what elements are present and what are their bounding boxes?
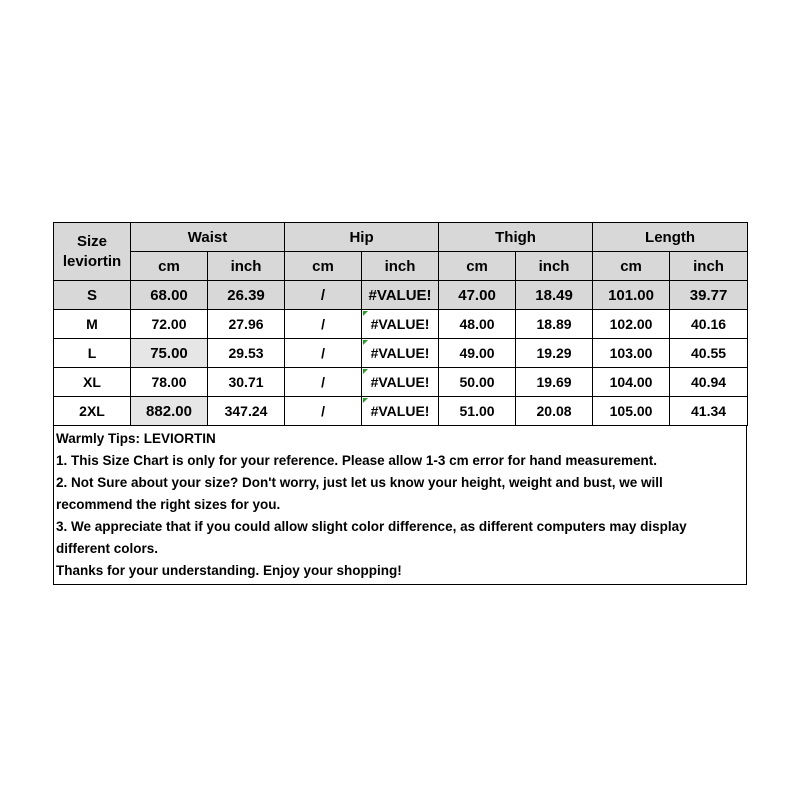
table-cell: 882.00 [131, 397, 208, 426]
table-cell: 75.00 [131, 339, 208, 368]
table-cell: #VALUE! [362, 310, 439, 339]
table-cell: / [285, 310, 362, 339]
tips-line-2b: recommend the right sizes for you. [56, 497, 281, 512]
size-header-brand: leviortin [62, 252, 122, 270]
table-row-xl [54, 368, 748, 397]
table-cell: 72.00 [131, 310, 208, 339]
tips-line-2a: 2. Not Sure about your size? Don't worry, just let us know your height, weight and bust, we will [56, 475, 663, 490]
tips-line-3a: 3. We appreciate that if you could allow slight color difference, as different computers may display [56, 519, 687, 534]
table-row-s [54, 281, 748, 310]
size-cell: S [54, 281, 131, 310]
unit-header: cm [593, 252, 670, 281]
table-cell: 105.00 [593, 397, 670, 426]
table-cell: / [285, 368, 362, 397]
group-waist: Waist [131, 223, 285, 252]
size-header-label: Size [76, 232, 107, 250]
size-cell: M [54, 310, 131, 339]
table-cell: 103.00 [593, 339, 670, 368]
table-row-l [54, 339, 748, 368]
size-table [53, 222, 748, 426]
unit-header: cm [285, 252, 362, 281]
table-cell: #VALUE! [362, 339, 439, 368]
size-cell: L [54, 339, 131, 368]
table-cell: 18.49 [516, 281, 593, 310]
table-cell: 19.29 [516, 339, 593, 368]
size-chart [53, 222, 747, 585]
table-row-2xl [54, 397, 748, 426]
table-cell: 347.24 [208, 397, 285, 426]
table-cell: 78.00 [131, 368, 208, 397]
tips-footer: Thanks for your understanding. Enjoy your shopping! [56, 563, 402, 578]
table-cell: 27.96 [208, 310, 285, 339]
table-cell: 39.77 [670, 281, 748, 310]
table-cell: 40.16 [670, 310, 748, 339]
tips-line-3b: different colors. [56, 541, 159, 556]
table-cell: / [285, 397, 362, 426]
unit-header: inch [362, 252, 439, 281]
group-thigh: Thigh [439, 223, 593, 252]
unit-header: inch [516, 252, 593, 281]
table-cell: 30.71 [208, 368, 285, 397]
group-header-row [54, 223, 748, 252]
group-length: Length [593, 223, 748, 252]
table-cell: 29.53 [208, 339, 285, 368]
table-cell: 19.69 [516, 368, 593, 397]
table-cell: 102.00 [593, 310, 670, 339]
table-cell: 20.08 [516, 397, 593, 426]
table-cell: #VALUE! [362, 368, 439, 397]
tips-line-1: 1. This Size Chart is only for your reference. Please allow 1-3 cm error for hand measurement. [56, 453, 657, 468]
tips-box [53, 426, 747, 585]
table-cell: 26.39 [208, 281, 285, 310]
table-cell: / [285, 339, 362, 368]
unit-header: cm [131, 252, 208, 281]
size-header-cell [54, 223, 131, 281]
table-cell: #VALUE! [362, 397, 439, 426]
group-hip: Hip [285, 223, 439, 252]
table-cell: 101.00 [593, 281, 670, 310]
unit-header: inch [208, 252, 285, 281]
table-cell: 41.34 [670, 397, 748, 426]
table-cell: 48.00 [439, 310, 516, 339]
table-cell: 50.00 [439, 368, 516, 397]
unit-header: inch [670, 252, 748, 281]
table-cell: #VALUE! [362, 281, 439, 310]
table-cell: / [285, 281, 362, 310]
table-cell: 18.89 [516, 310, 593, 339]
table-row-m [54, 310, 748, 339]
table-cell: 49.00 [439, 339, 516, 368]
tips-title: Warmly Tips: LEVIORTIN [56, 431, 216, 446]
table-cell: 47.00 [439, 281, 516, 310]
unit-header: cm [439, 252, 516, 281]
table-cell: 40.94 [670, 368, 748, 397]
table-cell: 40.55 [670, 339, 748, 368]
table-cell: 104.00 [593, 368, 670, 397]
size-cell: 2XL [54, 397, 131, 426]
table-cell: 68.00 [131, 281, 208, 310]
table-cell: 51.00 [439, 397, 516, 426]
unit-header-row [54, 252, 748, 281]
size-cell: XL [54, 368, 131, 397]
